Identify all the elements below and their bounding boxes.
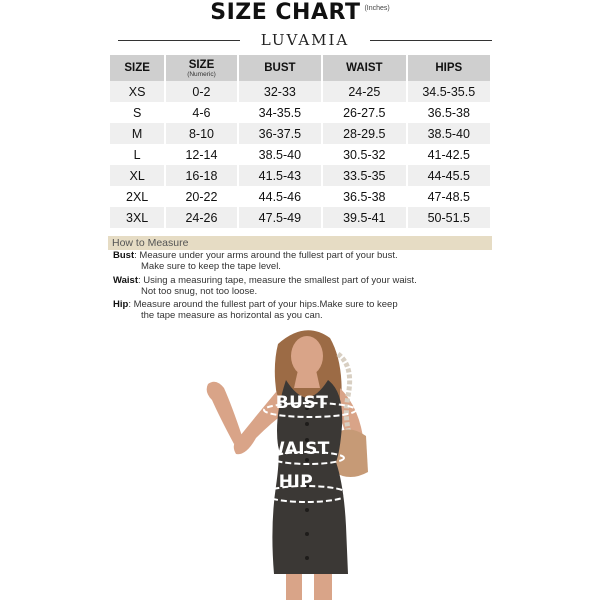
cell-hips: 34.5-35.5 xyxy=(408,81,490,102)
cell-size-numeric: 12-14 xyxy=(166,144,236,165)
cell-size: XL xyxy=(110,165,164,186)
cell-size-numeric: 8-10 xyxy=(166,123,236,144)
cell-size-numeric: 16-18 xyxy=(166,165,236,186)
measure-waist xyxy=(113,276,493,297)
title-area xyxy=(0,0,600,26)
measure-text: : Using a measuring tape, measure the smallest part of your waist. xyxy=(137,275,417,286)
col-header-waist: WAIST xyxy=(323,55,405,81)
table-row xyxy=(110,102,490,123)
cell-waist: 36.5-38 xyxy=(323,186,405,207)
cell-hips: 36.5-38 xyxy=(408,102,490,123)
col-header-size: SIZE xyxy=(110,55,164,81)
left-hand xyxy=(207,382,242,444)
size-table xyxy=(108,55,492,228)
cell-bust: 34-35.5 xyxy=(239,102,321,123)
cell-size-numeric: 20-22 xyxy=(166,186,236,207)
cell-waist: 33.5-35 xyxy=(323,165,405,186)
cell-hips: 44-45.5 xyxy=(408,165,490,186)
brand-divider-right xyxy=(370,40,492,41)
waist-label: WAIST xyxy=(266,439,330,459)
bust-label: BUST xyxy=(275,393,329,413)
cell-size: 3XL xyxy=(110,207,164,228)
cell-hips: 47-48.5 xyxy=(408,186,490,207)
measure-hip xyxy=(113,300,493,321)
brand-row xyxy=(118,31,492,49)
hip-label: HIP xyxy=(278,472,314,492)
measure-text-cont: the tape measure as horizontal as you can. xyxy=(141,309,323,321)
measure-term: Hip xyxy=(113,299,129,310)
table-row xyxy=(110,207,490,228)
measure-term: Waist xyxy=(113,275,138,286)
cell-waist: 30.5-32 xyxy=(323,144,405,165)
neck xyxy=(294,370,320,388)
cell-bust: 36-37.5 xyxy=(239,123,321,144)
measure-text: : Measure under your arms around the fullest part of your bust. xyxy=(134,250,398,261)
model-photo xyxy=(190,326,420,600)
cell-hips: 41-42.5 xyxy=(408,144,490,165)
col-header-bust: BUST xyxy=(239,55,321,81)
col-header-hips: HIPS xyxy=(408,55,490,81)
brand-divider-left xyxy=(118,40,240,41)
measure-text-cont: Make sure to keep the tape level. xyxy=(141,260,281,272)
cell-bust: 38.5-40 xyxy=(239,144,321,165)
cell-hips: 50-51.5 xyxy=(408,207,490,228)
table-row xyxy=(110,81,490,102)
cell-bust: 32-33 xyxy=(239,81,321,102)
measure-text: : Measure around the fullest part of your hips.Make sure to keep xyxy=(128,299,398,310)
cell-hips: 38.5-40 xyxy=(408,123,490,144)
cell-waist: 24-25 xyxy=(323,81,405,102)
table-row xyxy=(110,144,490,165)
cell-size: XS xyxy=(110,81,164,102)
cell-bust: 44.5-46 xyxy=(239,186,321,207)
cell-waist: 28-29.5 xyxy=(323,123,405,144)
measure-term: Bust xyxy=(113,250,135,261)
unit-note: (Inches) xyxy=(364,5,390,12)
cell-size: M xyxy=(110,123,164,144)
cell-size-numeric: 24-26 xyxy=(166,207,236,228)
cell-size-numeric: 4-6 xyxy=(166,102,236,123)
brand-name: LUVAMIA xyxy=(260,31,350,49)
cell-bust: 47.5-49 xyxy=(239,207,321,228)
table-row xyxy=(110,123,490,144)
cell-waist: 26-27.5 xyxy=(323,102,405,123)
table-row xyxy=(110,165,490,186)
cell-waist: 39.5-41 xyxy=(323,207,405,228)
cell-size-numeric: 0-2 xyxy=(166,81,236,102)
table-row xyxy=(110,186,490,207)
legs xyxy=(286,574,332,600)
cell-bust: 41.5-43 xyxy=(239,165,321,186)
page-title: SIZE CHART xyxy=(210,0,361,25)
measure-text-cont: Not too snug, not too loose. xyxy=(141,285,258,297)
measure-bust xyxy=(113,251,493,272)
table-header-row xyxy=(110,55,490,81)
col-header-size-numeric: SIZE (Numeric) xyxy=(166,55,236,81)
cell-size: L xyxy=(110,144,164,165)
how-to-measure-heading: How to Measure xyxy=(108,236,492,250)
cell-size: 2XL xyxy=(110,186,164,207)
cell-size: S xyxy=(110,102,164,123)
